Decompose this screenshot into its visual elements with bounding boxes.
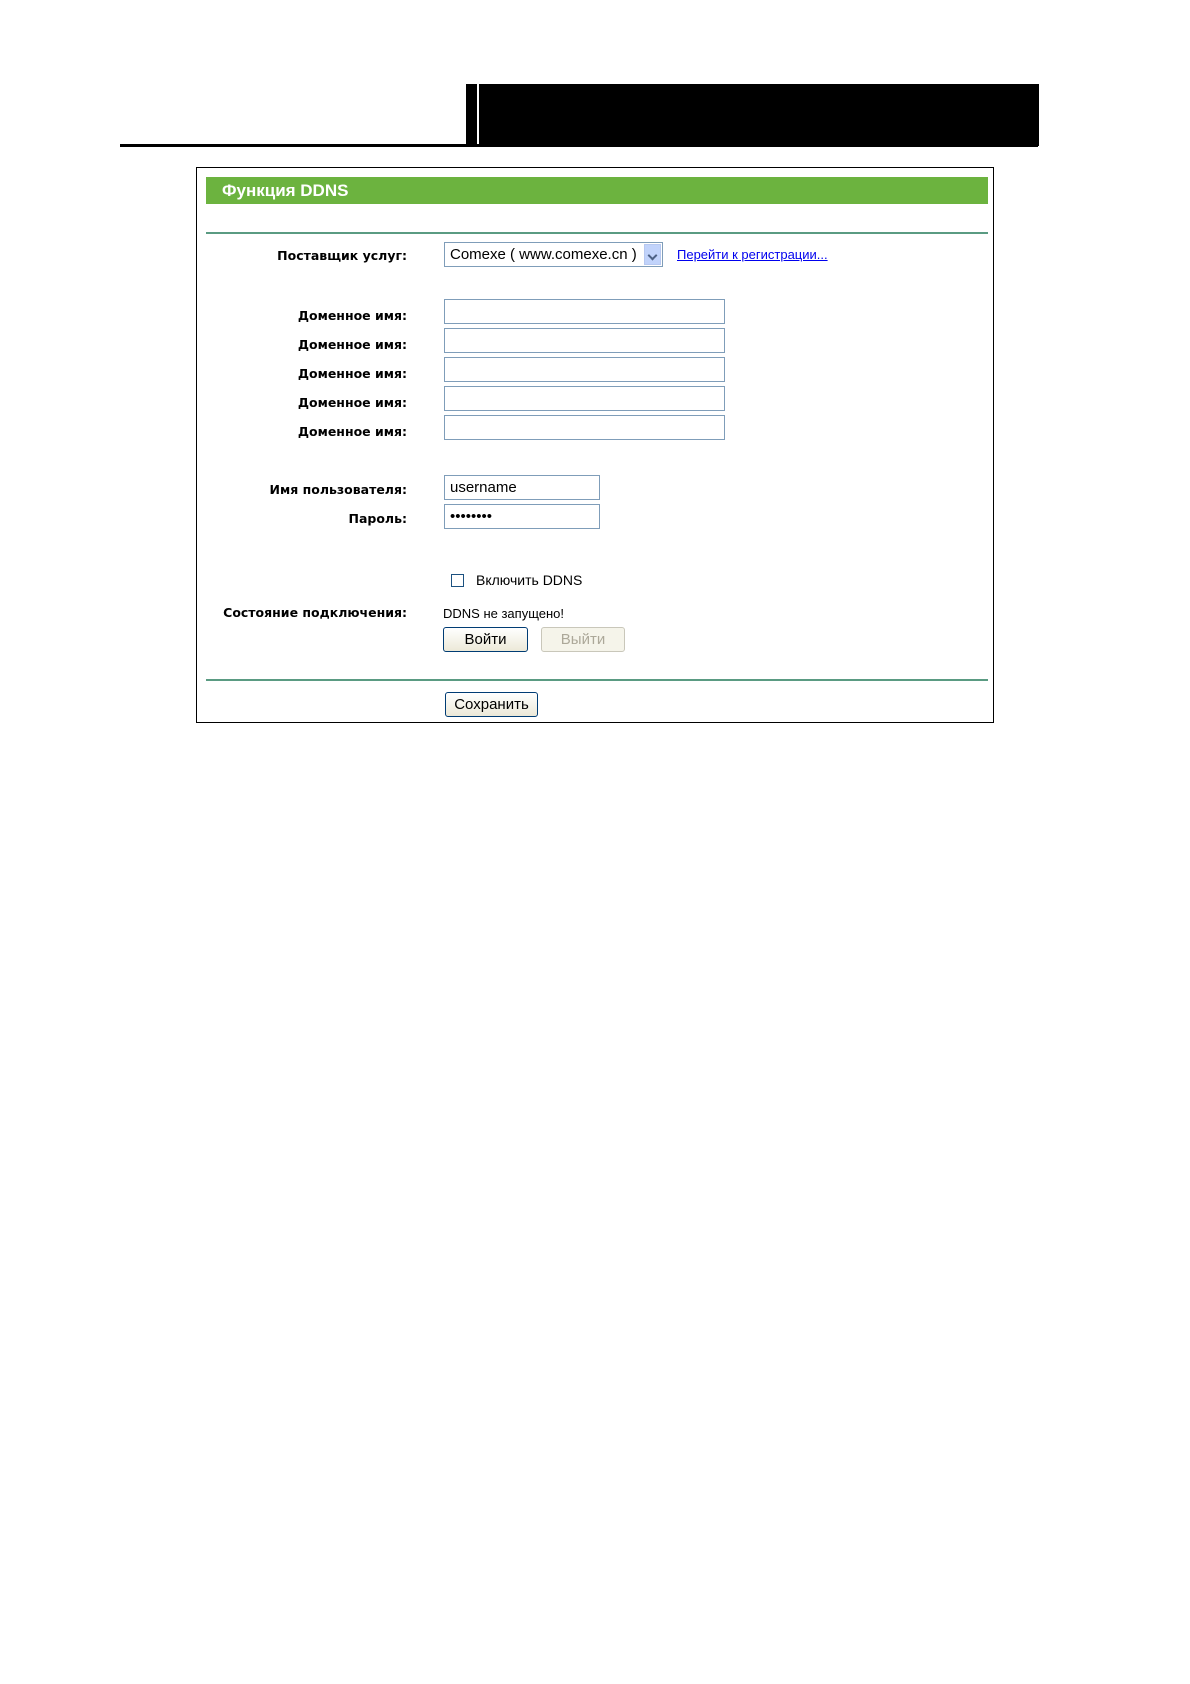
divider-top (206, 232, 988, 234)
panel-title: Функция DDNS (222, 181, 349, 200)
login-button[interactable]: Войти (443, 627, 528, 652)
domain-input-2[interactable] (444, 328, 725, 353)
connection-status-label: Состояние подключения: (223, 605, 407, 620)
ddns-panel (196, 167, 994, 723)
domain-label-1: Доменное имя: (297, 308, 407, 323)
panel-title-bar (206, 177, 988, 204)
username-label: Имя пользователя: (269, 482, 407, 497)
register-link[interactable]: Перейти к регистрации... (677, 247, 828, 262)
divider-bottom (206, 679, 988, 681)
provider-select-value: Comexe ( www.comexe.cn ) (450, 246, 637, 263)
chevron-down-icon[interactable] (644, 244, 661, 265)
enable-ddns-checkbox[interactable] (451, 574, 464, 587)
logout-button[interactable]: Выйти (541, 627, 625, 652)
header-rule (120, 144, 1038, 147)
enable-ddns-label: Включить DDNS (476, 572, 583, 588)
save-button[interactable]: Сохранить (445, 692, 538, 717)
domain-label-4: Доменное имя: (297, 395, 407, 410)
header-bar (466, 84, 1039, 146)
password-label: Пароль: (348, 511, 407, 526)
domain-input-1[interactable] (444, 299, 725, 324)
domain-label-5: Доменное имя: (297, 424, 407, 439)
domain-label-2: Доменное имя: (297, 337, 407, 352)
username-input[interactable] (444, 475, 600, 500)
connection-status-value: DDNS не запущено! (443, 606, 564, 621)
provider-label: Поставщик услуг: (277, 248, 407, 263)
provider-select[interactable] (444, 242, 663, 267)
domain-input-3[interactable] (444, 357, 725, 382)
domain-input-5[interactable] (444, 415, 725, 440)
domain-label-3: Доменное имя: (297, 366, 407, 381)
password-input[interactable] (444, 504, 600, 529)
domain-input-4[interactable] (444, 386, 725, 411)
